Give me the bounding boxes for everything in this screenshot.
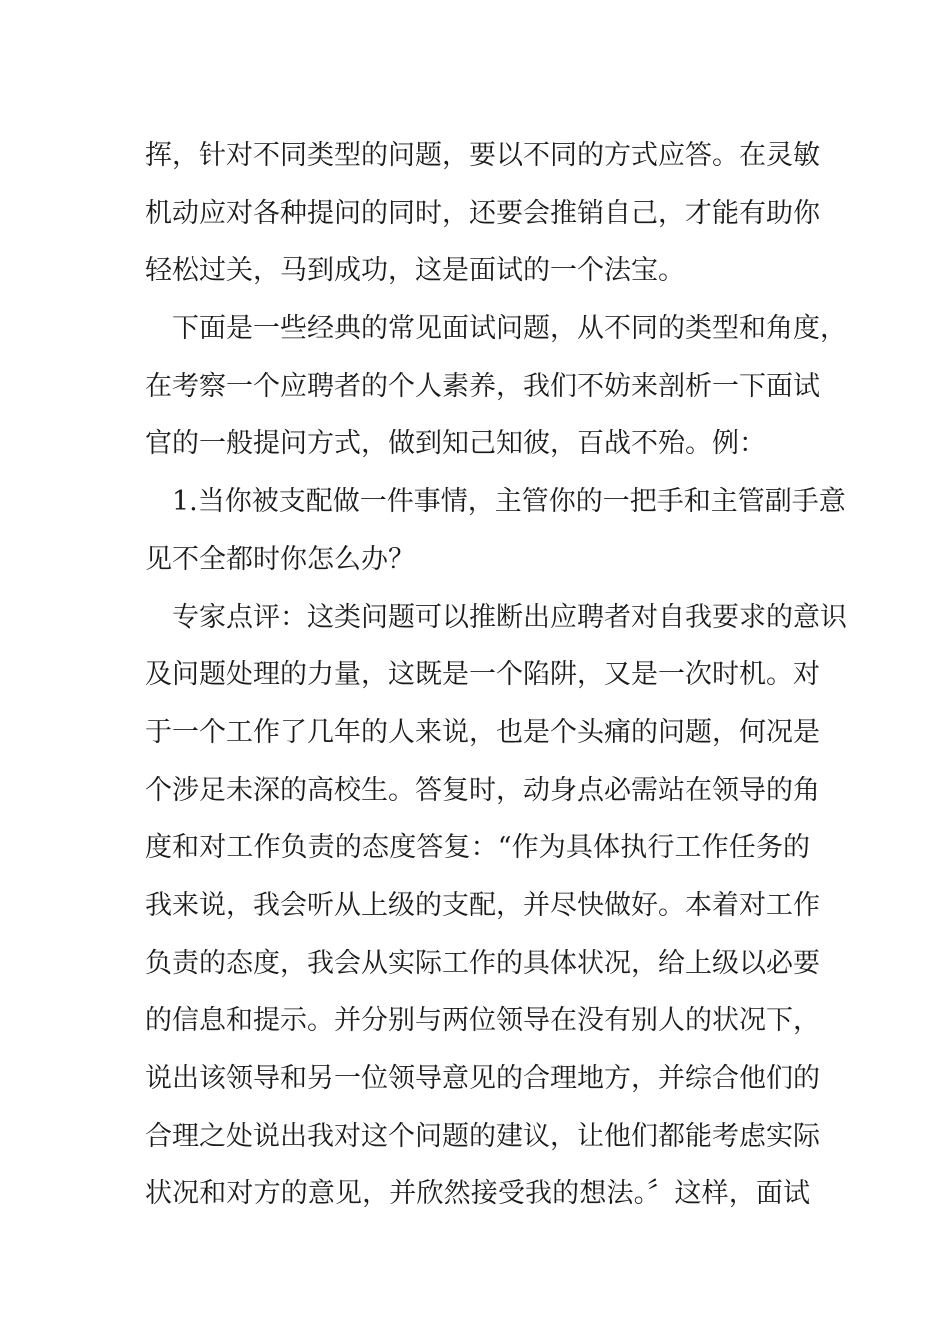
text-line: 于一个工作了几年的人来说，也是个头痛的问题，何况是	[145, 716, 820, 748]
text-line: 说出该领导和另一位领导意见的合理地方，并综合他们的	[145, 1063, 820, 1094]
text-line: 状况和对方的意见，并欣然接受我的想法。〞这样，面试	[145, 1178, 810, 1210]
text-line: 轻松过关，马到成功，这是面试的一个法宝。	[145, 255, 685, 287]
text-line: 的信息和提示。并分别与两位领导在没有别人的状况下，	[145, 1005, 820, 1037]
text-line: 个涉足未深的高校生。答复时，动身点必需站在领导的角	[145, 774, 820, 806]
text-line: 我来说，我会听从上级的支配，并尽快做好。本着对工作	[145, 889, 820, 921]
text-line: 度和对工作负责的态度答复：“作为具体执行工作任务的	[145, 832, 810, 864]
text-line: 机动应对各种提问的同时，还要会推销自己，才能有助你	[145, 197, 820, 229]
text-line: 在考察一个应聘者的个人素养，我们不妨来剖析一下面试	[145, 370, 820, 402]
body-text	[145, 127, 847, 1223]
text-line: 挥，针对不同类型的问题，要以不同的方式应答。在灵敏	[145, 140, 820, 171]
text-line: 下面是一些经典的常见面试问题，从不同的类型和角度，	[172, 313, 847, 345]
text-line: 官的一般提问方式，做到知己知彼，百战不殆。例：	[145, 428, 766, 460]
text-line: 负责的态度，我会从实际工作的具体状况，给上级以必要	[145, 947, 820, 979]
text-line: 及问题处理的力量，这既是一个陷阱，又是一次时机。对	[145, 659, 820, 691]
text-line: 1.当你被支配做一件事情，主管你的一把手和主管副手意	[172, 486, 846, 518]
text-line: 专家点评：这类问题可以推断出应聘者对自我要求的意识	[172, 601, 847, 633]
text-line: 合理之处说出我对这个问题的建议，让他们都能考虑实际	[145, 1120, 820, 1152]
text-line: 见不全都时你怎么办？	[145, 543, 415, 575]
